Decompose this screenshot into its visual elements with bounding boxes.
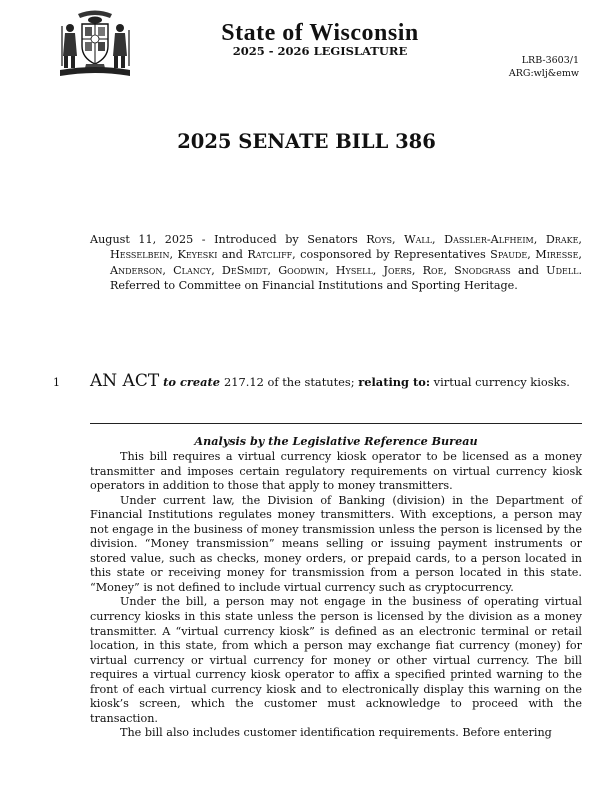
an-act-label: AN ACT: [90, 371, 160, 391]
representative-name: Hysell: [335, 263, 373, 277]
horizontal-rule: [90, 423, 582, 424]
analysis-paragraph: Under the bill, a person may not engage in the business of operating virtual currency kiosks in this state unless the person is licensed by the division as a money transmitter. A “virtual currency kiosk” is defined as an electronic terminal or retail location, in this state, from which a person may exchange fiat currency (money) for virtual currency or virtual currency for money or other virtual currency. The bill requires a virtual currency kiosk operator to affix a specified printed warning to the front of each virtual currency kiosk and to electronically display this warning on the kiosk’s screen, which the customer must acknowledge to proceed with the transaction.: [90, 595, 582, 725]
representative-name: DeSmidt: [221, 263, 268, 277]
conjunction: and: [217, 248, 248, 262]
analysis-body: [90, 450, 582, 741]
representative-name: Joers: [383, 263, 412, 277]
drafter-initials: ARG:wlj&emw: [508, 68, 579, 79]
lrb-reference: [509, 54, 579, 80]
senator-name: Hesselbein: [110, 248, 170, 262]
conjunction: and: [510, 263, 547, 277]
representative-name: Udell: [546, 263, 579, 277]
analysis-paragraph: Under current law, the Division of Banking (division) in the Department of Financial Institutions regulates money transmitters. With exceptions, a person may not engage in the business of money transmission unless the person is licensed by the division. “Money transmission” means selling or issuing payment instruments or stored value, such as checks, money orders, or prepaid cards, to a person located in this state or receiving money for transmission from a person located in this state. “Money” is not defined to include virtual currency such as cryptocurrency.: [90, 493, 582, 594]
bill-title: 2025 SENATE BILL 386: [177, 130, 436, 153]
introduction-paragraph: [90, 232, 582, 294]
senator-name: Dassler-Alfheim: [444, 233, 534, 246]
cosponsor-lead: , cosponsored by Representatives: [292, 248, 491, 262]
senator-name: Roys: [366, 233, 392, 246]
senator-name: Drake: [545, 233, 579, 246]
state-seal-image: [56, 6, 134, 80]
act-subject: virtual currency kiosks.: [430, 375, 570, 389]
representative-name: Snodgrass: [454, 263, 511, 277]
senator-name: Ratcliff: [247, 248, 293, 262]
analysis-paragraph: The bill also includes customer identification requirements. Before entering: [120, 726, 552, 740]
intro-date: August 11, 2025 - Introduced by Senators: [90, 233, 367, 246]
analysis-paragraph: This bill requires a virtual currency kiosk operator to be licensed as a money transmitter and imposes certain regulatory requirements on virtual currency kiosk operators in addition to those that apply to money transmitters.: [90, 450, 582, 493]
senator-name: Keyeski: [177, 248, 218, 262]
representative-name: Miresse: [535, 248, 579, 262]
statute-section: 217.12 of the statutes;: [224, 375, 359, 389]
act-clause: [90, 371, 590, 391]
to-create-label: to create: [159, 375, 225, 389]
line-number: 1: [53, 376, 60, 389]
legislature-session: 2025 - 2026 LEGISLATURE: [232, 44, 408, 58]
representative-name: Anderson: [110, 263, 163, 277]
representative-name: Clancy: [173, 263, 212, 277]
representative-name: Goodwin: [278, 263, 326, 277]
representative-name: Spaude: [490, 248, 528, 262]
analysis-heading: Analysis by the Legislative Reference Bureau: [194, 434, 478, 448]
representative-name: Roe: [422, 263, 444, 277]
state-title: State of Wisconsin: [221, 20, 419, 46]
lrb-number: LRB-3603/1: [521, 55, 579, 66]
introduction-text: August 11, 2025 - Introduced by Senators Roys, Wall, Dassler-Alfheim, Drake, Hesselbein, Keyeski and Ratcliff, cosponsored by Representatives Spaude, Miresse, Anderson, Clancy, DeSmidt, Goodwin, Hysell, Joers, Roe, Snodgrass and Udell. Referred to Committee on Financial Institutions and Sporting Heritage.: [90, 233, 583, 293]
relating-to-label: relating to:: [358, 375, 431, 389]
committee-referral: . Referred to Committee on Financial Institutions and Sporting Heritage.: [110, 263, 583, 293]
senator-name: Wall: [404, 233, 432, 246]
